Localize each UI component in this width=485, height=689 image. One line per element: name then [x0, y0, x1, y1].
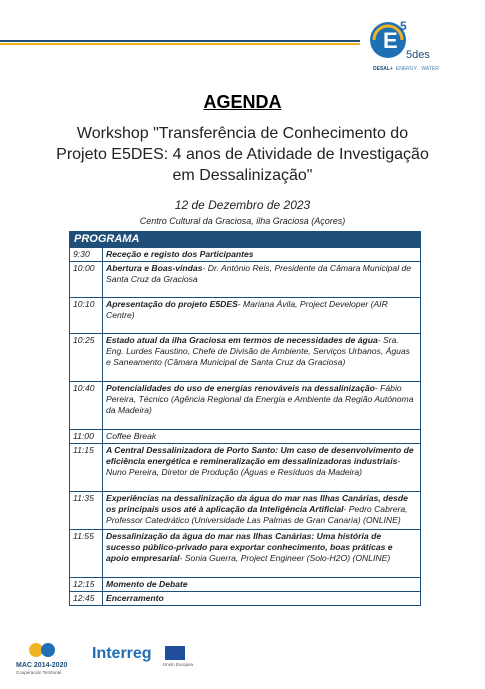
- row-text: Estado atual da ilha Graciosa em termos de necessidades de água- Sra. Eng. Lurdes Faustino, Chefe de Divisão de Ambiente, Serviços Urbanos, Águas e Saneamento (Câmara Municipal de Santa Cruz da Graciosa): [103, 334, 421, 382]
- table-row: [70, 248, 421, 262]
- row-text: Dessalinização da água do mar nas Ilhas Canárias: Uma história de sucesso público-privado para exportar conhecimento, boas práticas e apoio empresarial- Sonia Guerra, Project Engineer (Solo-H2O) (ONLINE): [103, 530, 421, 578]
- table-row: [70, 444, 421, 492]
- logo-tag-main: DESAL+: [373, 66, 393, 72]
- svg-text:5: 5: [400, 19, 407, 33]
- eu-label: Unión Europea: [163, 662, 194, 667]
- eu-flag-icon: [165, 646, 185, 660]
- table-row: [70, 334, 421, 382]
- table-row: [70, 262, 421, 298]
- interreg-logo: Interreg: [92, 645, 152, 662]
- row-text: Momento de Debate: [103, 578, 421, 592]
- row-time: 10:00: [70, 262, 103, 298]
- page-title: AGENDA: [203, 92, 282, 112]
- mac-sub: Cooperación Territorial: [16, 670, 62, 675]
- logo-tagline: [373, 66, 439, 72]
- row-text: Apresentação do projeto E5DES- Mariana Ávila, Project Developer (AIR Centre): [103, 298, 421, 334]
- row-time: 12:45: [70, 592, 103, 606]
- svg-text:E: E: [383, 28, 398, 53]
- logo-text: 5des: [406, 49, 430, 61]
- table-row: [70, 430, 421, 444]
- program-table: [69, 231, 421, 606]
- row-text: Encerramento: [103, 592, 421, 606]
- event-date: 12 de Dezembro de 2023: [174, 198, 311, 212]
- row-text: A Central Dessalinizadora de Porto Santo: Um caso de desenvolvimento de eficiência energética e remineralização em dessalinizadoras industriais- Nuno Pereira, Diretor de Produção (Águas e Resíduos da Madeira): [103, 444, 421, 492]
- row-time: 11:55: [70, 530, 103, 578]
- mac-logo: [14, 640, 84, 676]
- table-row: [70, 592, 421, 606]
- table-row: [70, 382, 421, 430]
- program-header: PROGRAMA: [69, 231, 421, 247]
- row-time: 9:30: [70, 248, 103, 262]
- row-time: 10:40: [70, 382, 103, 430]
- event-venue: Centro Cultural da Graciosa, ilha Graciosa (Açores): [139, 216, 346, 226]
- mac-label: MAC 2014-2020: [16, 662, 68, 669]
- table-row: [70, 530, 421, 578]
- row-time: 11:00: [70, 430, 103, 444]
- table-row: [70, 298, 421, 334]
- table-row: [70, 492, 421, 530]
- row-time: 11:35: [70, 492, 103, 530]
- row-time: 11:15: [70, 444, 103, 492]
- table-row: [70, 578, 421, 592]
- row-text: Receção e registo dos Participantes: [103, 248, 421, 262]
- row-time: 10:25: [70, 334, 103, 382]
- row-time: 12:15: [70, 578, 103, 592]
- header-stripe: [0, 40, 360, 45]
- row-text: Experiências na dessalinização da água do mar nas Ilhas Canárias, desde os principais usos até à aplicação da Inteligência Artificial- Pedro Cabrera, Professor Catedrático (Universidade Las Palmas de Gran Canaria) (ONLINE): [103, 492, 421, 530]
- logo-tag-sub: ENERGY · WATER: [395, 66, 439, 72]
- row-time: 10:10: [70, 298, 103, 334]
- row-text: Potencialidades do uso de energias renováveis na dessalinização- Fábio Pereira, Técnico (Agência Regional da Energia e Ambiente da Região Autónoma da Madeira): [103, 382, 421, 430]
- workshop-subtitle: Workshop "Transferência de Conhecimento do Projeto E5DES: 4 anos de Atividade de Investigação em Dessalinização": [56, 125, 429, 184]
- row-text: Abertura e Boas-vindas- Dr. António Reis, Presidente da Câmara Municipal de Santa Cruz da Graciosa: [103, 262, 421, 298]
- row-text: Coffee Break: [103, 430, 421, 444]
